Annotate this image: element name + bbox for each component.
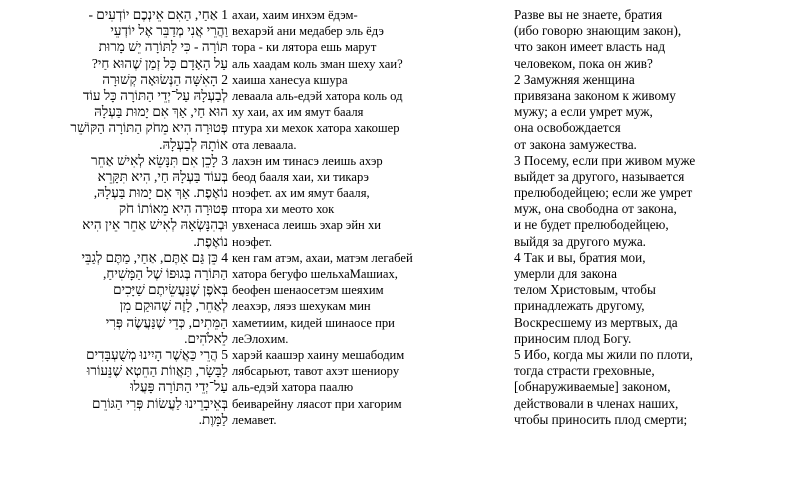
transliteration-line: ху хаи, ах им ямут бааля (232, 105, 364, 120)
transliteration-line: ахаи, хаим инхэм ёдэм- (232, 8, 358, 22)
transliteration-line: хаметиим, кидей шинаосе при (232, 315, 395, 330)
russian-line: чтобы приносить плод смерти; (514, 411, 688, 427)
russian-line: Разве вы не знаете, братия (514, 7, 663, 22)
russian-line: 5 Ибо, когда мы жили по плоти, (514, 346, 693, 362)
hebrew-line: נוֹאֶפֶת. (193, 233, 228, 249)
hebrew-line: אוֹתָהּ לְבַעְלָהּ. (159, 136, 228, 152)
hebrew-line: נוֹאֶפֶת. אַךְ אִם יָמוּת בַּעְלָהּ, (93, 185, 228, 201)
russian-line: телом Христовым, чтобы (514, 282, 656, 298)
transliteration-line: лемавет. (232, 412, 277, 427)
transliteration-line: беод бааля хаи, хи тикарэ (232, 169, 369, 184)
hebrew-line: בְּעוֹד בַּעְלָהּ חַי, הִיא תִּקָּרֵא (97, 168, 228, 184)
hebrew-line: לֵאלֹהִים. (184, 330, 228, 346)
transliteration-line: увхенаса леишь эхар эйн хи (232, 218, 381, 233)
hebrew-line: לַמָּוֶת. (198, 411, 228, 427)
transliteration-line: кен гам атэм, ахаи, матэм легабей (232, 250, 413, 265)
transliteration-line: лябсарьют, тавот ахэт шениору (232, 364, 400, 379)
hebrew-line: 2 הָאִשָּׁה הַנְּשׂוּאָה קְשׁוּרָה (102, 71, 228, 87)
transliteration-line: лахэн им тинасэ леишь ахэр (232, 153, 383, 168)
hebrew-text-column (0, 7, 228, 428)
russian-line: от закона замужества. (514, 136, 637, 152)
hebrew-line: 3 לָכֵן אִם תִּנָּשֵׂא לְאִישׁ אַחֵר (90, 152, 228, 168)
russian-line: что закон имеет власть над (514, 39, 666, 55)
russian-text-column (514, 7, 800, 428)
russian-line: 4 Так и вы, братия мои, (514, 249, 646, 265)
hebrew-line: בְּאֹפֶן שֶׁנַּעֲשֵׂיתֶם שַׁיָּכִים (113, 282, 228, 298)
transliteration-text-column (232, 7, 502, 428)
russian-line: принадлежать другому, (514, 298, 645, 314)
hebrew-line: 4 כֵּן גַּם אַתֶּם, אַחַי, מַתֶּם לְגַבֵּי (81, 249, 228, 265)
hebrew-line: עַל הָאָדָם כָּל זְמַן שֶׁהוּא חַי? (91, 55, 228, 71)
transliteration-line: хатора бегуфо шельхаМашиах, (232, 267, 398, 281)
transliteration-line: леваала аль-едэй хатора коль од (232, 88, 403, 103)
hebrew-line: בְּאֵיבָרֵינוּ לַעֲשׂוֹת פְּרִי הַגּוֹרֵם (92, 395, 228, 411)
hebrew-line: פְּטוּרָה הִיא מֵחֹק הַתּוֹרָה הַקּוֹשֵׁר (70, 120, 228, 136)
hebrew-line: עַל־יְדֵי הַתּוֹרָה פָּעֲלוּ (130, 379, 228, 395)
transliteration-line: хаиша ханесуа кшура (232, 72, 348, 87)
hebrew-line: תּוֹרָה - כִּי לַתּוֹרָה יֵשׁ מָרוּת (98, 39, 228, 55)
russian-line: [обнаруживаемые] законом, (514, 379, 671, 395)
hebrew-line: וּבְהִנָּשְׂאָהּ לְאִישׁ אַחֵר אֵין הִיא (82, 217, 228, 233)
transliteration-line: ноэфет. (232, 234, 272, 249)
russian-line: (ибо говорю знающим закон), (514, 23, 682, 39)
russian-line: тогда страсти греховные, (514, 363, 655, 379)
russian-line: выйдя за другого мужа. (514, 233, 646, 249)
transliteration-line: аль хаадам коль зман шеху хаи? (232, 56, 403, 71)
russian-line: муж, она свободна от закона, (514, 201, 677, 217)
russian-line: и не будет прелюбодейцею, (514, 217, 669, 233)
transliteration-line: ноэфет. ах им ямут бааля, (232, 186, 370, 201)
russian-line: она освобождается (514, 120, 621, 136)
transliteration-line: птура хи мехок хатора хакошер (232, 121, 400, 136)
russian-line: действовали в членах наших, (514, 395, 679, 411)
hebrew-line: וַהֲרֵי אֲנִי מְדַבֵּר אֶל יוֹדְעֵי (110, 23, 228, 39)
transliteration-line: вехарэй ани медабер эль ёдэ (232, 24, 384, 39)
hebrew-line: הוּא חַי, אַךְ אִם יָמוּת בַּעְלָהּ (94, 104, 228, 120)
transliteration-line: тора - ки лятора ешь марут (232, 40, 377, 55)
russian-line: прелюбодейцею; если же умрет (514, 185, 693, 201)
russian-line: 3 Посему, если при живом муже (514, 152, 696, 168)
hebrew-line: הַמֵּתִים, כְּדֵי שֶׁנַּעֲשֶׂה פְּרִי (105, 314, 228, 330)
transliteration-line: леЭлохим. (232, 331, 289, 346)
russian-line: мужу; а если умрет муж, (514, 104, 653, 120)
transliteration-line: беиварейну ляасот при хагорим (232, 396, 402, 411)
hebrew-line: לְבַעְלָהּ עַל־יְדֵי הַתּוֹרָה כָּל עוֹד (82, 87, 228, 103)
transliteration-line: аль-едэй хатора паалю (232, 380, 354, 395)
transliteration-line: ота леваала. (232, 137, 297, 152)
russian-line: приносим плод Богу. (514, 330, 632, 346)
russian-line: Воскресшему из мертвых, да (514, 314, 678, 330)
hebrew-line: 5 הֲרֵי כַּאֲשֶׁר הָיִינוּ מְשֻׁעְבָּדִים (86, 346, 228, 362)
russian-line: умерли для закона (514, 266, 617, 281)
russian-line: привязана законом к живому (514, 87, 676, 103)
hebrew-line: 1 אַחַי, הַאִם אֵינְכֶם יוֹדְעִים - (88, 7, 228, 22)
hebrew-line: לַבָּשָׂר, תַּאֲווֹת הַחֵטְא שֶׁנֵּעוֹרוּ (86, 363, 228, 379)
transliteration-line: беофен шенаосетэм шеяхим (232, 283, 384, 298)
hebrew-line: הַתּוֹרָה בְּגוּפוֹ שֶׁל הַמָּשִׁיחַ, (102, 266, 228, 281)
russian-line: выйдет за другого, называется (514, 168, 685, 184)
russian-line: человеком, пока он жив? (514, 55, 653, 71)
hebrew-line: פְּטוּרָה הִיא מֵאוֹתוֹ חֹק (118, 201, 228, 217)
russian-line: 2 Замужняя женщина (514, 71, 635, 87)
transliteration-line: леахэр, ляэз шехукам мин (232, 299, 371, 314)
transliteration-line: харэй каашэр хаину мешабодим (232, 347, 405, 362)
hebrew-line: לְאַחֵר, לָזֶה שֶׁהוּקַם מִן (119, 298, 228, 314)
transliteration-line: птора хи меото хок (232, 202, 335, 217)
